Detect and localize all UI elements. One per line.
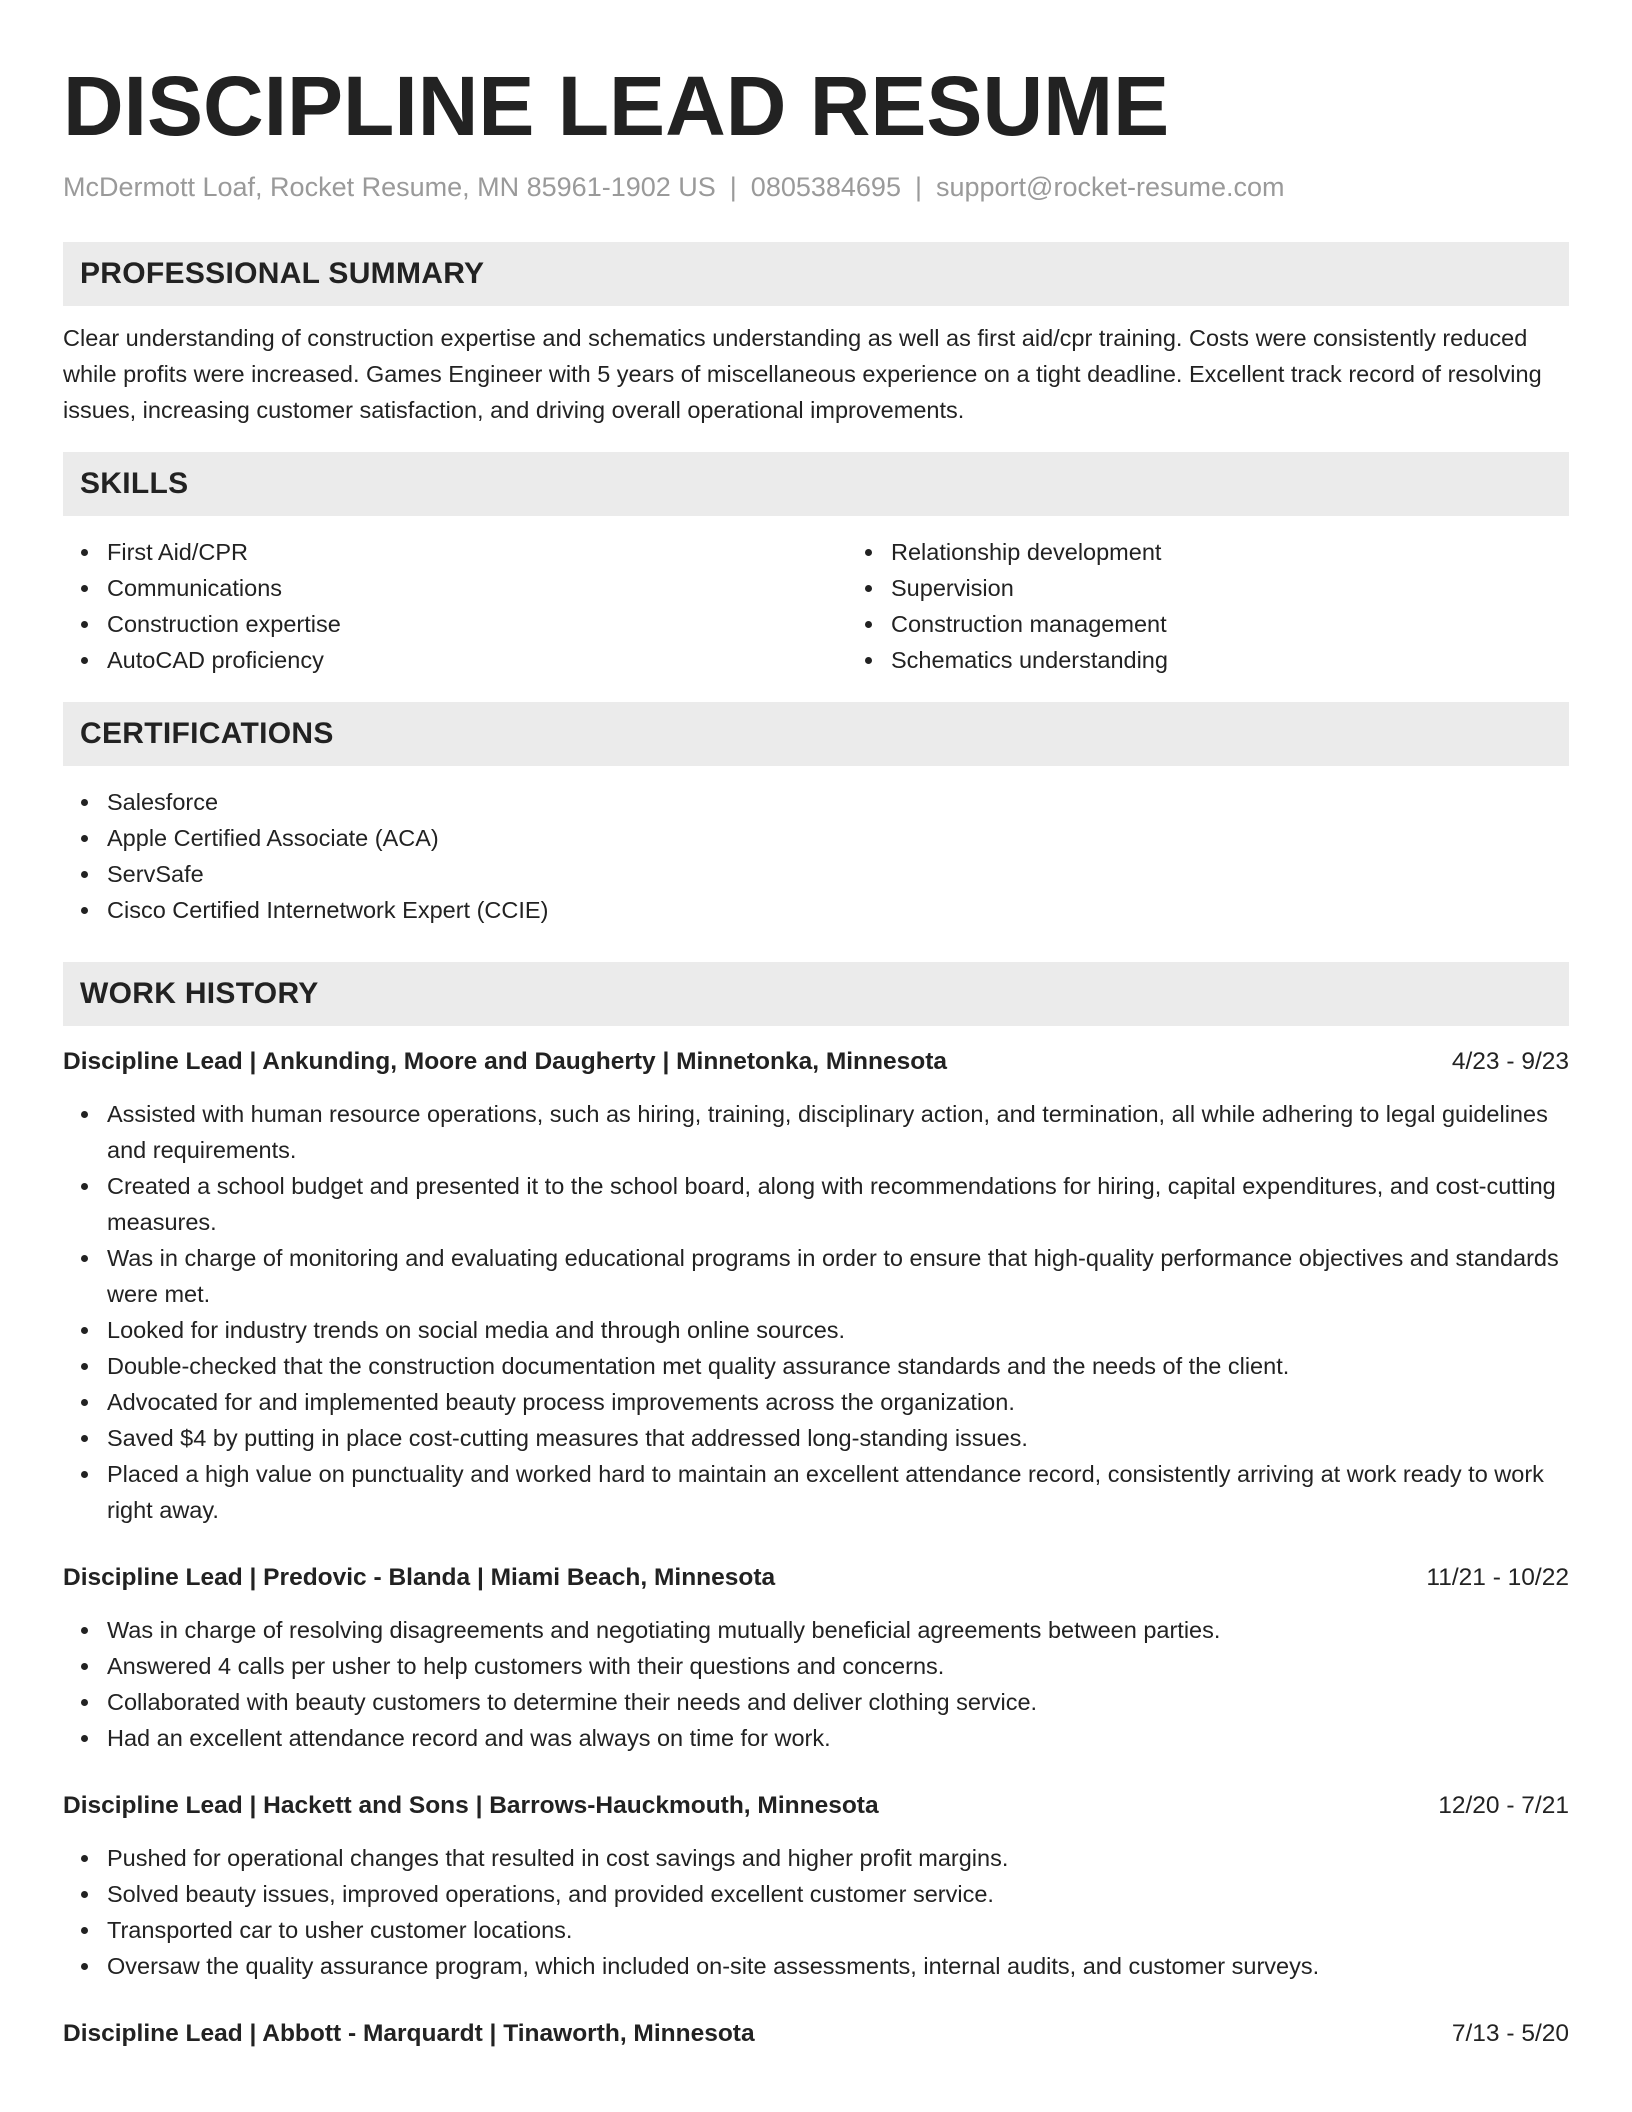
contact-line xyxy=(63,170,1569,204)
job-bullet: Looked for industry trends on social media and through online sources. xyxy=(107,1312,1569,1348)
job-bullet: Placed a high value on punctuality and worked hard to maintain an excellent attendance record, consistently arriving at work ready to work right away. xyxy=(107,1456,1569,1528)
job-bullet: Had an excellent attendance record and was always on time for work. xyxy=(107,1720,1569,1756)
job-bullet: Double-checked that the construction documentation met quality assurance standards and the needs of the client. xyxy=(107,1348,1569,1384)
job-dates: 11/21 - 10/22 xyxy=(1426,1564,1569,1591)
job-bullet: Pushed for operational changes that resulted in cost savings and higher profit margins. xyxy=(107,1840,1569,1876)
job-bullets xyxy=(63,1096,1569,1528)
section-header-certifications xyxy=(63,702,1569,766)
section-header-skills xyxy=(63,452,1569,516)
job-dates: 4/23 - 9/23 xyxy=(1451,1048,1569,1075)
section-header-summary xyxy=(63,242,1569,306)
summary-text: Clear understanding of construction expertise and schematics understanding as well as first aid/cpr training. Costs were consistently reduced while profits were increased. Games Engineer with 5 years of miscellaneous experience on a tight deadline. Excellent track record of resolving issues, increasing customer satisfaction, and driving overall operational improvements. xyxy=(63,325,1542,423)
job-bullet: Was in charge of monitoring and evaluating educational programs in order to ensure that high-quality performance objectives and standards were met. xyxy=(107,1240,1569,1312)
section-title-certifications: CERTIFICATIONS xyxy=(80,717,334,750)
section-title-work-history: WORK HISTORY xyxy=(80,977,319,1010)
section-header-work-history xyxy=(63,962,1569,1026)
section-title-summary: PROFESSIONAL SUMMARY xyxy=(80,257,485,290)
skill-item: Supervision xyxy=(891,570,1569,606)
skill-item: Construction management xyxy=(891,606,1569,642)
job-entry xyxy=(63,1044,1569,1528)
contact-email: support@rocket-resume.com xyxy=(935,172,1285,202)
job-header xyxy=(63,1560,1569,1596)
job-bullets xyxy=(63,1840,1569,1984)
contact-separator: | xyxy=(729,172,737,202)
skill-item: Communications xyxy=(107,570,847,606)
job-heading: Discipline Lead | Hackett and Sons | Barrows-Hauckmouth, Minnesota xyxy=(63,1792,879,1819)
job-header xyxy=(63,2016,1569,2052)
job-heading: Discipline Lead | Abbott - Marquardt | Tinaworth, Minnesota xyxy=(63,2020,755,2047)
job-bullets xyxy=(63,1612,1569,1756)
skill-item: Relationship development xyxy=(891,534,1569,570)
skill-item: Schematics understanding xyxy=(891,642,1569,678)
certification-item: Salesforce xyxy=(107,784,1569,820)
job-bullet: Oversaw the quality assurance program, which included on-site assessments, internal audits, and customer surveys. xyxy=(107,1948,1569,1984)
job-bullet: Created a school budget and presented it to the school board, along with recommendations for hiring, capital expenditures, and cost-cutting measures. xyxy=(107,1168,1569,1240)
job-entry xyxy=(63,2016,1569,2052)
skill-item: Construction expertise xyxy=(107,606,847,642)
job-dates: 7/13 - 5/20 xyxy=(1451,2020,1569,2047)
job-heading: Discipline Lead | Predovic - Blanda | Miami Beach, Minnesota xyxy=(63,1564,776,1591)
job-header xyxy=(63,1788,1569,1824)
job-heading: Discipline Lead | Ankunding, Moore and Daugherty | Minnetonka, Minnesota xyxy=(63,1048,947,1075)
job-dates: 12/20 - 7/21 xyxy=(1438,1792,1569,1819)
skills-grid xyxy=(63,516,1569,678)
certification-item: ServSafe xyxy=(107,856,1569,892)
contact-phone: 0805384695 xyxy=(750,172,901,202)
job-bullet: Assisted with human resource operations, such as hiring, training, disciplinary action, and termination, all while adhering to legal guidelines and requirements. xyxy=(107,1096,1569,1168)
job-bullet: Saved $4 by putting in place cost-cutting measures that addressed long-standing issues. xyxy=(107,1420,1569,1456)
certification-item: Cisco Certified Internetwork Expert (CCIE) xyxy=(107,892,1569,928)
job-bullet: Transported car to usher customer locations. xyxy=(107,1912,1569,1948)
job-header xyxy=(63,1044,1569,1080)
job-bullet: Advocated for and implemented beauty process improvements across the organization. xyxy=(107,1384,1569,1420)
section-title-skills: SKILLS xyxy=(80,467,189,500)
certifications-list xyxy=(63,784,1569,928)
skill-item: AutoCAD proficiency xyxy=(107,642,847,678)
job-entry xyxy=(63,1788,1569,1984)
job-bullet: Collaborated with beauty customers to determine their needs and deliver clothing service. xyxy=(107,1684,1569,1720)
resume-title: DISCIPLINE LEAD RESUME xyxy=(63,59,1170,153)
skills-list-left xyxy=(63,534,847,678)
skill-item: First Aid/CPR xyxy=(107,534,847,570)
job-bullet: Answered 4 calls per usher to help customers with their questions and concerns. xyxy=(107,1648,1569,1684)
job-bullet: Solved beauty issues, improved operations, and provided excellent customer service. xyxy=(107,1876,1569,1912)
skills-list-right xyxy=(847,534,1569,678)
contact-separator: | xyxy=(914,172,922,202)
certification-item: Apple Certified Associate (ACA) xyxy=(107,820,1569,856)
contact-address: McDermott Loaf, Rocket Resume, MN 85961-1902 US xyxy=(63,172,716,202)
job-bullet: Was in charge of resolving disagreements and negotiating mutually beneficial agreements between parties. xyxy=(107,1612,1569,1648)
job-entry xyxy=(63,1560,1569,1756)
